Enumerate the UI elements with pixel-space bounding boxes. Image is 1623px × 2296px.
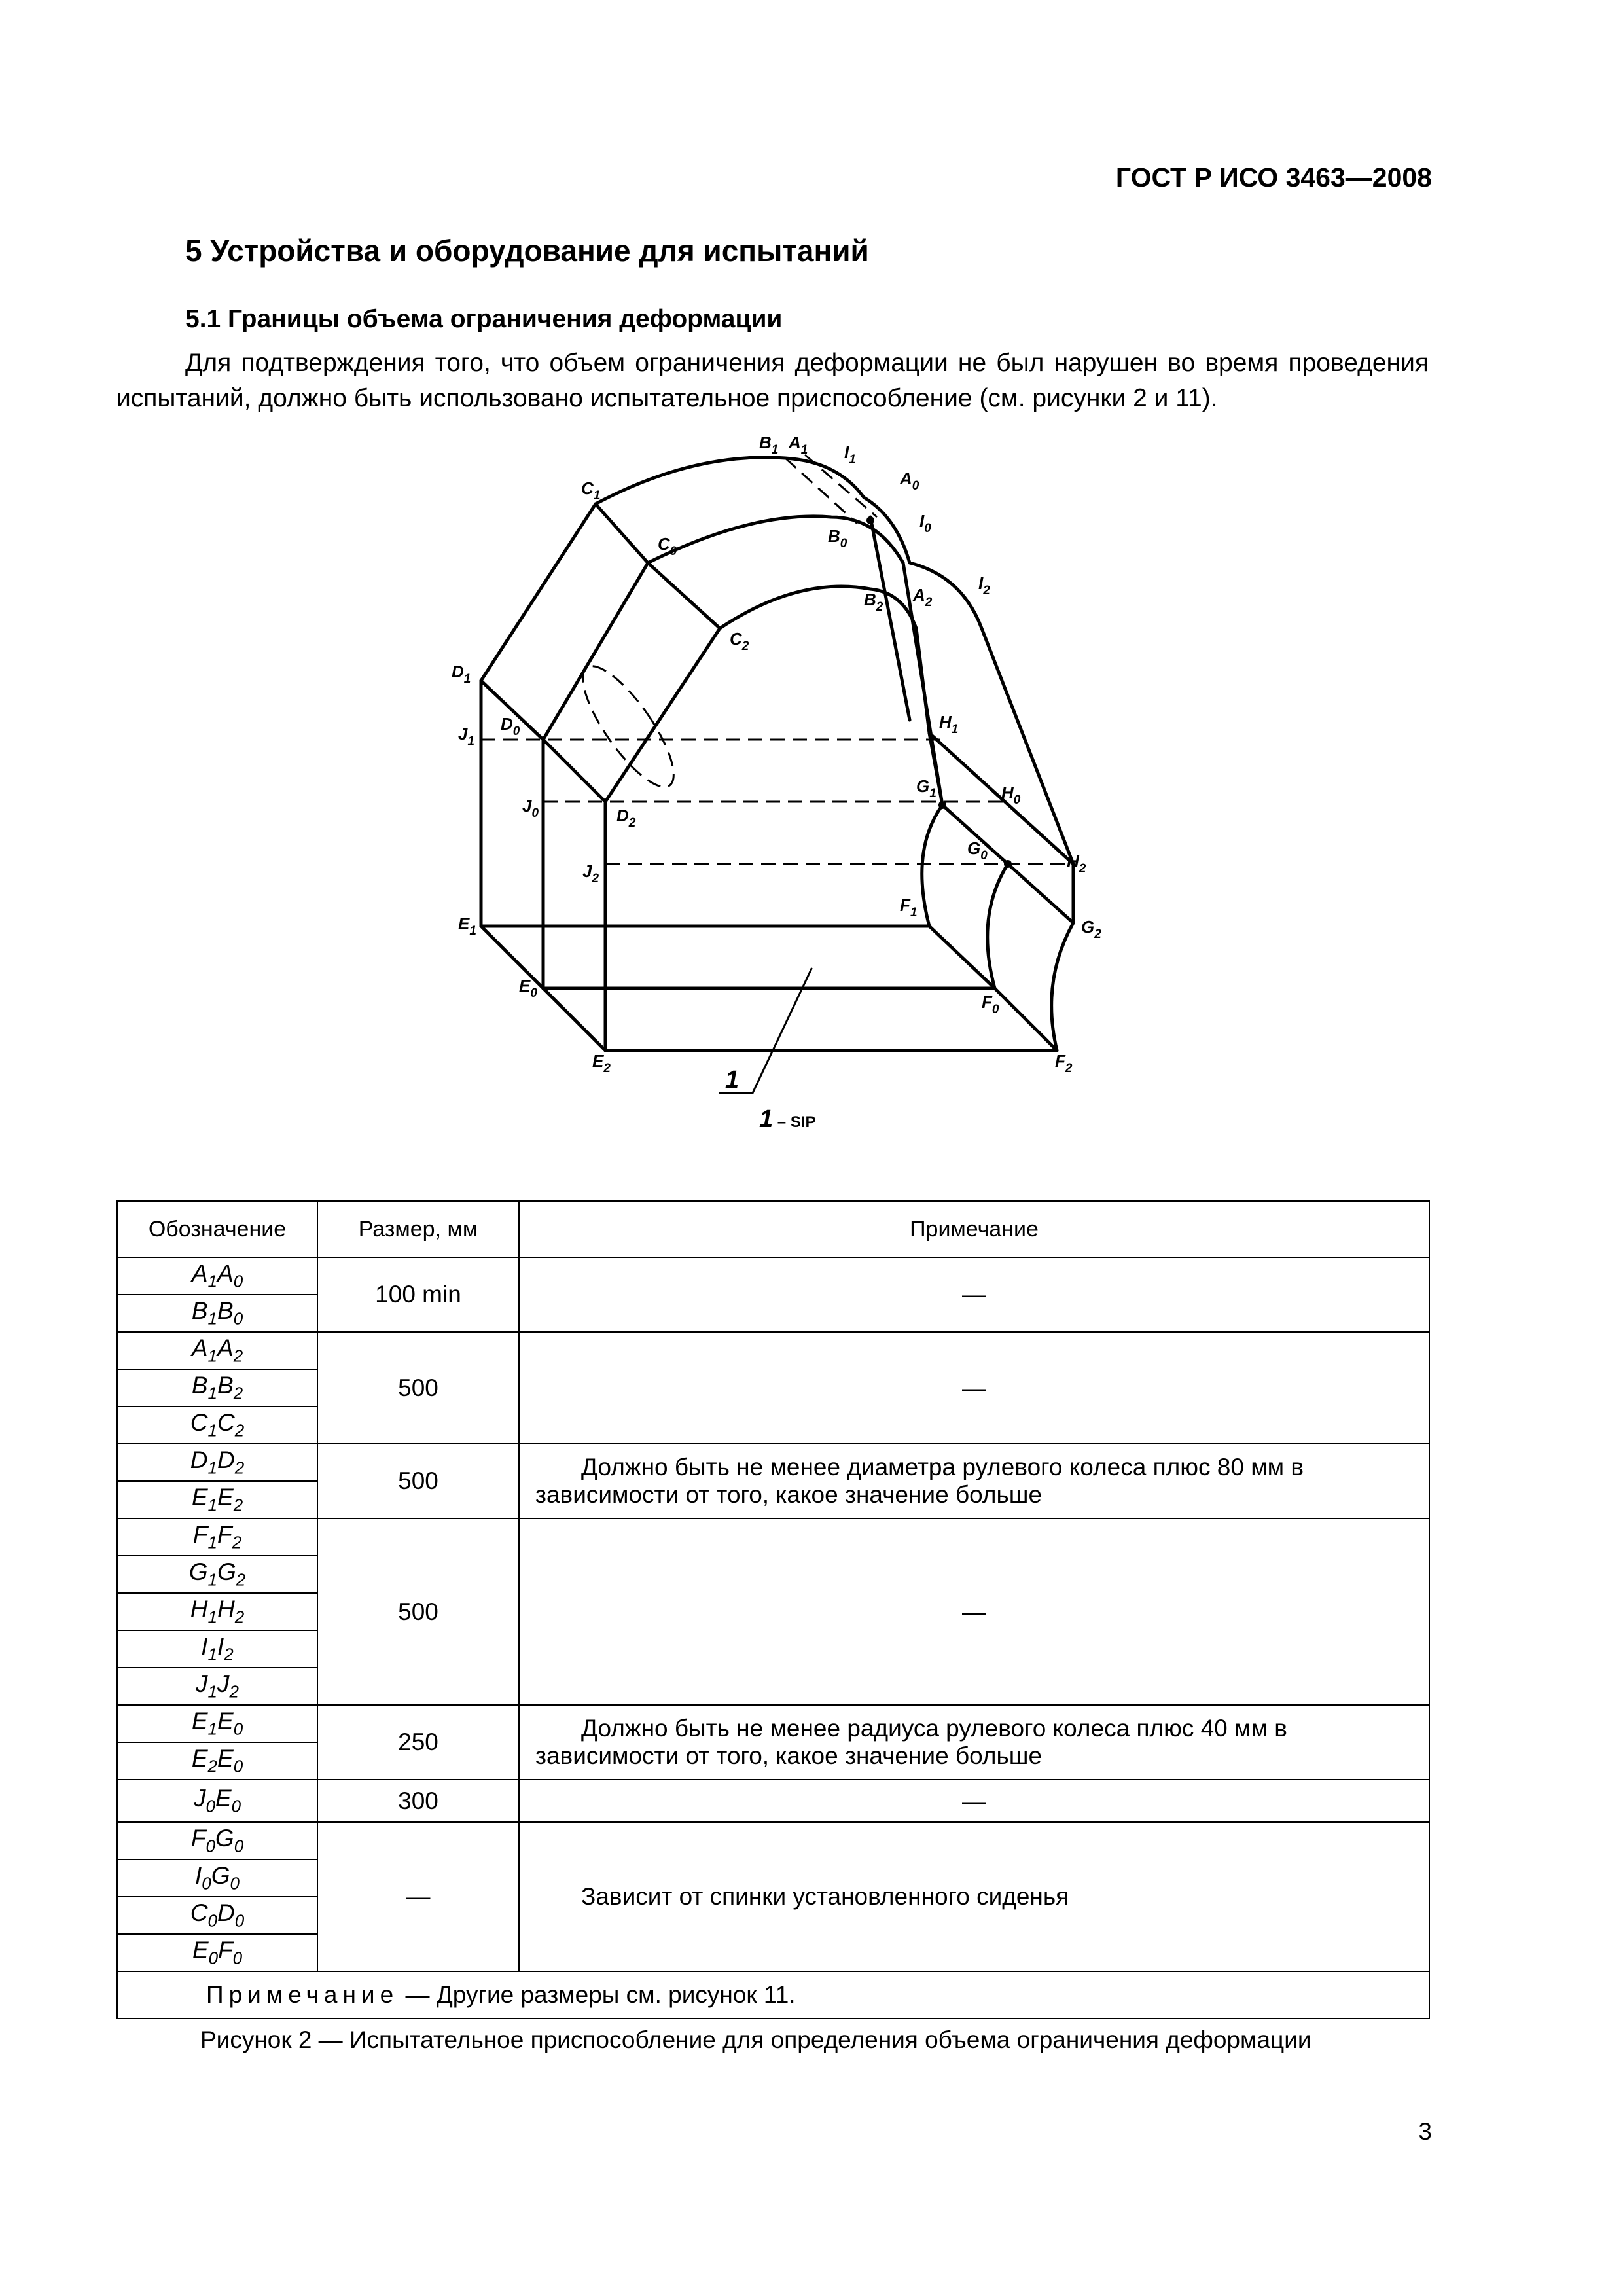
table-row [117,1822,1429,1859]
label-f0: $F_0$ [982,992,999,1016]
designation-b1b2: $B_1B_2$ [117,1369,317,1407]
label-i2: $I_2$ [978,573,990,598]
table-row [117,1444,1429,1481]
label-d2: $D_2$ [616,806,636,830]
table-footnote-row [117,1971,1429,2018]
label-e1: $E_1$ [458,914,476,938]
designation-i0g0: $I_0G_0$ [117,1859,317,1897]
designation-g1g2: $G_1G_2$ [117,1556,317,1593]
designation-c0d0: $C_0D_0$ [117,1897,317,1934]
label-g1: $G_1$ [916,776,936,800]
label-i1: $I_1$ [844,442,856,467]
label-h1: $H_1$ [939,712,959,736]
note-cell: Должно быть не менее диаметра рулевого колеса плюс 80 мм в зависимости от того, какое значение больше [519,1444,1429,1518]
label-d0: $D_0$ [501,714,520,738]
col-header-designation: Обозначение [117,1201,317,1257]
label-f1: $F_1$ [900,895,918,920]
label-j2: $J_2$ [582,861,599,886]
label-b1: $B_1$ [759,433,779,457]
size-cell: 300 [317,1780,519,1822]
callout-number: 1 [725,1066,740,1094]
size-cell: 500 [317,1444,519,1518]
designation-j1j2: $J_1J_2$ [117,1668,317,1705]
label-a2: $A_2$ [913,585,933,609]
label-f2: $F_2$ [1055,1051,1073,1075]
label-h2: $H_2$ [1067,852,1086,876]
subsection-heading: 5.1 Границы объема ограничения деформации [185,305,783,333]
designation-f0g0: $F_0G_0$ [117,1822,317,1859]
figure-caption: Рисунок 2 — Испытательное приспособление для определения объема ограничения деформации [200,2026,1311,2053]
col-header-size: Размер, мм [317,1201,519,1257]
note-cell: Зависит от спинки установленного сиденья [519,1822,1429,1971]
label-g0: $G_0$ [967,838,988,863]
footnote-text: — Другие размеры см. рисунок 11. [399,1981,796,2008]
intro-paragraph: Для подтверждения того, что объем ограничения деформации не был нарушен во время проведения испытаний, должно быть использовано испытательное приспособление (см. рисунки 2 и 11). [116,349,1429,412]
label-h0: $H_0$ [1001,783,1021,807]
label-e0: $E_0$ [519,976,537,1000]
designation-i1i2: $I_1I_2$ [117,1630,317,1668]
label-c1: $C_1$ [581,478,601,503]
designation-a1a0: $A_1A_0$ [117,1257,317,1295]
designation-a1a2: $A_1A_2$ [117,1332,317,1369]
standard-code: ГОСТ Р ИСО 3463—2008 [1115,162,1432,192]
label-d1: $D_1$ [452,662,471,686]
table-row [117,1518,1429,1556]
note-cell: — [519,1332,1429,1444]
figure-legend: 1 – SIP [759,1105,816,1132]
size-cell: 250 [317,1705,519,1780]
table-header-row [117,1201,1429,1257]
table-row [117,1705,1429,1742]
size-cell: 500 [317,1518,519,1705]
note-cell: — [519,1257,1429,1332]
col-header-note: Примечание [519,1201,1429,1257]
label-b2: $B_2$ [864,590,883,614]
footnote-label: Примечание [206,1981,399,2008]
note-cell: Должно быть не менее радиуса рулевого колеса плюс 40 мм в зависимости от того, какое значение больше [519,1705,1429,1780]
designation-h1h2: $H_1H_2$ [117,1593,317,1630]
label-a0: $A_0$ [900,469,919,493]
label-i0: $I_0$ [919,511,931,535]
designation-e1e2: $E_1E_2$ [117,1481,317,1518]
size-cell: 500 [317,1332,519,1444]
label-j1: $J_1$ [458,724,475,748]
designation-d1d2: $D_1D_2$ [117,1444,317,1481]
size-cell: 100 min [317,1257,519,1332]
label-c0: $C_0$ [658,534,677,558]
note-cell: — [519,1518,1429,1705]
label-g2: $G_2$ [1081,917,1101,941]
table-row [117,1332,1429,1369]
dimensions-table [116,1200,1430,2019]
label-j0: $J_0$ [522,796,539,820]
designation-c1c2: $C_1C_2$ [117,1407,317,1444]
designation-e1e0: $E_1E_0$ [117,1705,317,1742]
designation-b1b0: $B_1B_0$ [117,1295,317,1332]
designation-e0f0: $E_0F_0$ [117,1934,317,1971]
size-cell: — [317,1822,519,1971]
label-b0: $B_0$ [828,526,847,550]
note-cell: — [519,1780,1429,1822]
deformation-volume-figure [419,425,1126,1132]
designation-j0e0: $J_0E_0$ [117,1780,317,1822]
label-e2: $E_2$ [592,1051,611,1075]
section-heading: 5 Устройства и оборудование для испытаний [185,234,869,268]
page-number: 3 [1418,2118,1432,2145]
label-c2: $C_2$ [730,629,749,653]
table-row [117,1780,1429,1822]
label-a1: $A_1$ [789,433,808,457]
designation-f1f2: $F_1F_2$ [117,1518,317,1556]
table-row [117,1257,1429,1295]
designation-e2e0: $E_2E_0$ [117,1742,317,1780]
table-footnote [117,1971,1429,2018]
